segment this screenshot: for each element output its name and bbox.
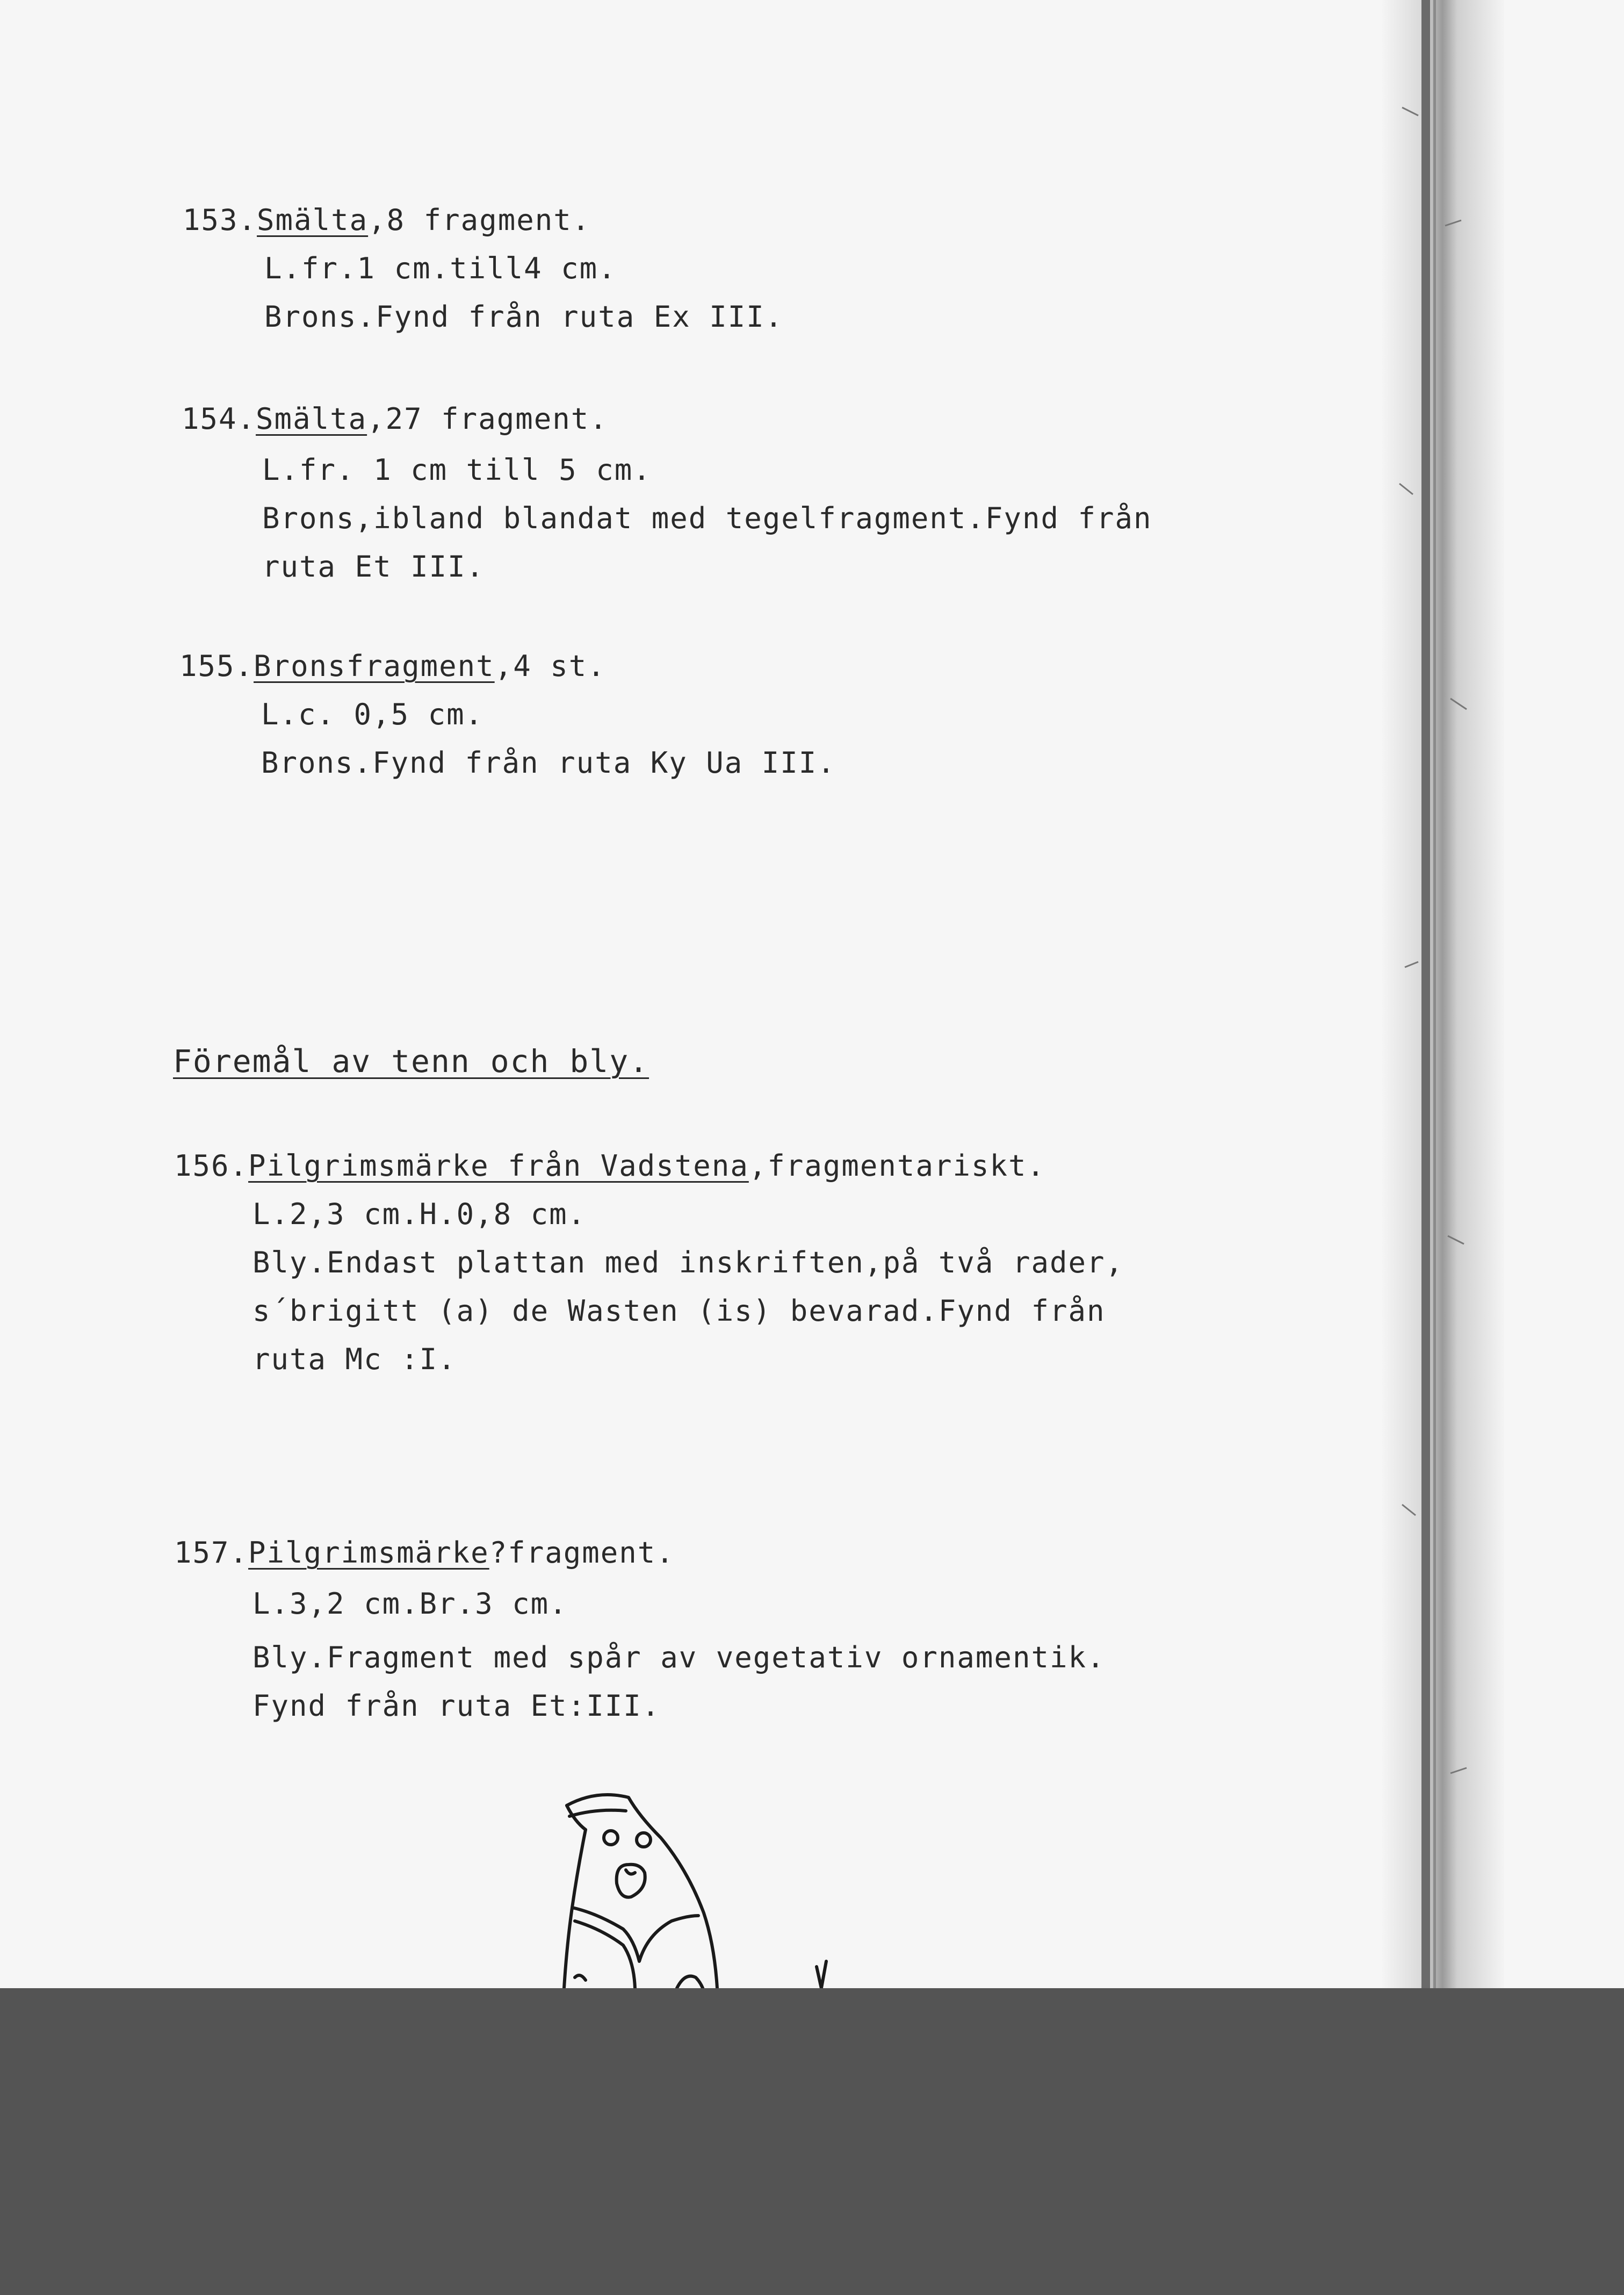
entry-156-header: 156.Pilgrimsmärke från Vadstena,fragmentariskt. — [174, 1149, 1046, 1183]
entry-155-line-1: L.c. 0,5 cm. — [261, 697, 484, 731]
entry-154-line-3: ruta Et III. — [262, 550, 485, 584]
entry-153-line-2: Brons.Fynd från ruta Ex III. — [264, 300, 784, 334]
entry-153-line-1: L.fr.1 cm.till4 cm. — [264, 251, 617, 285]
entry-156-line-4: ruta Mc :I. — [252, 1342, 457, 1376]
section-heading: Föremål av tenn och bly. — [173, 1043, 649, 1080]
entry-155-line-2: Brons.Fynd från ruta Ky Ua III. — [261, 746, 836, 780]
entry-154-line-1: L.fr. 1 cm till 5 cm. — [262, 453, 652, 487]
entry-155-header: 155.Bronsfragment,4 st. — [179, 649, 606, 683]
entry-157-header: 157.Pilgrimsmärke?fragment. — [174, 1536, 675, 1570]
scan-background-band — [0, 1988, 1624, 2295]
binding-spine — [1381, 0, 1504, 1988]
entry-157-line-1: L.3,2 cm.Br.3 cm. — [252, 1587, 568, 1621]
entry-157-line-3: Fynd från ruta Et:III. — [252, 1689, 661, 1723]
entry-156-line-1: L.2,3 cm.H.0,8 cm. — [252, 1197, 587, 1231]
entry-157-line-2: Bly.Fragment med spår av vegetativ ornamentik. — [252, 1641, 1106, 1674]
entry-154-header: 154.Smälta,27 fragment. — [182, 402, 608, 436]
entry-156-line-3: s´brigitt (a) de Wasten (is) bevarad.Fynd från — [252, 1294, 1106, 1328]
entry-156-line-2: Bly.Endast plattan med inskriften,på två rader, — [252, 1246, 1124, 1279]
pilgrim-badge-sketch — [553, 1784, 843, 1999]
entry-153-header: 153.Smälta,8 fragment. — [183, 203, 591, 237]
entry-154-line-2: Brons,ibland blandat med tegelfragment.Fynd från — [262, 501, 1152, 535]
